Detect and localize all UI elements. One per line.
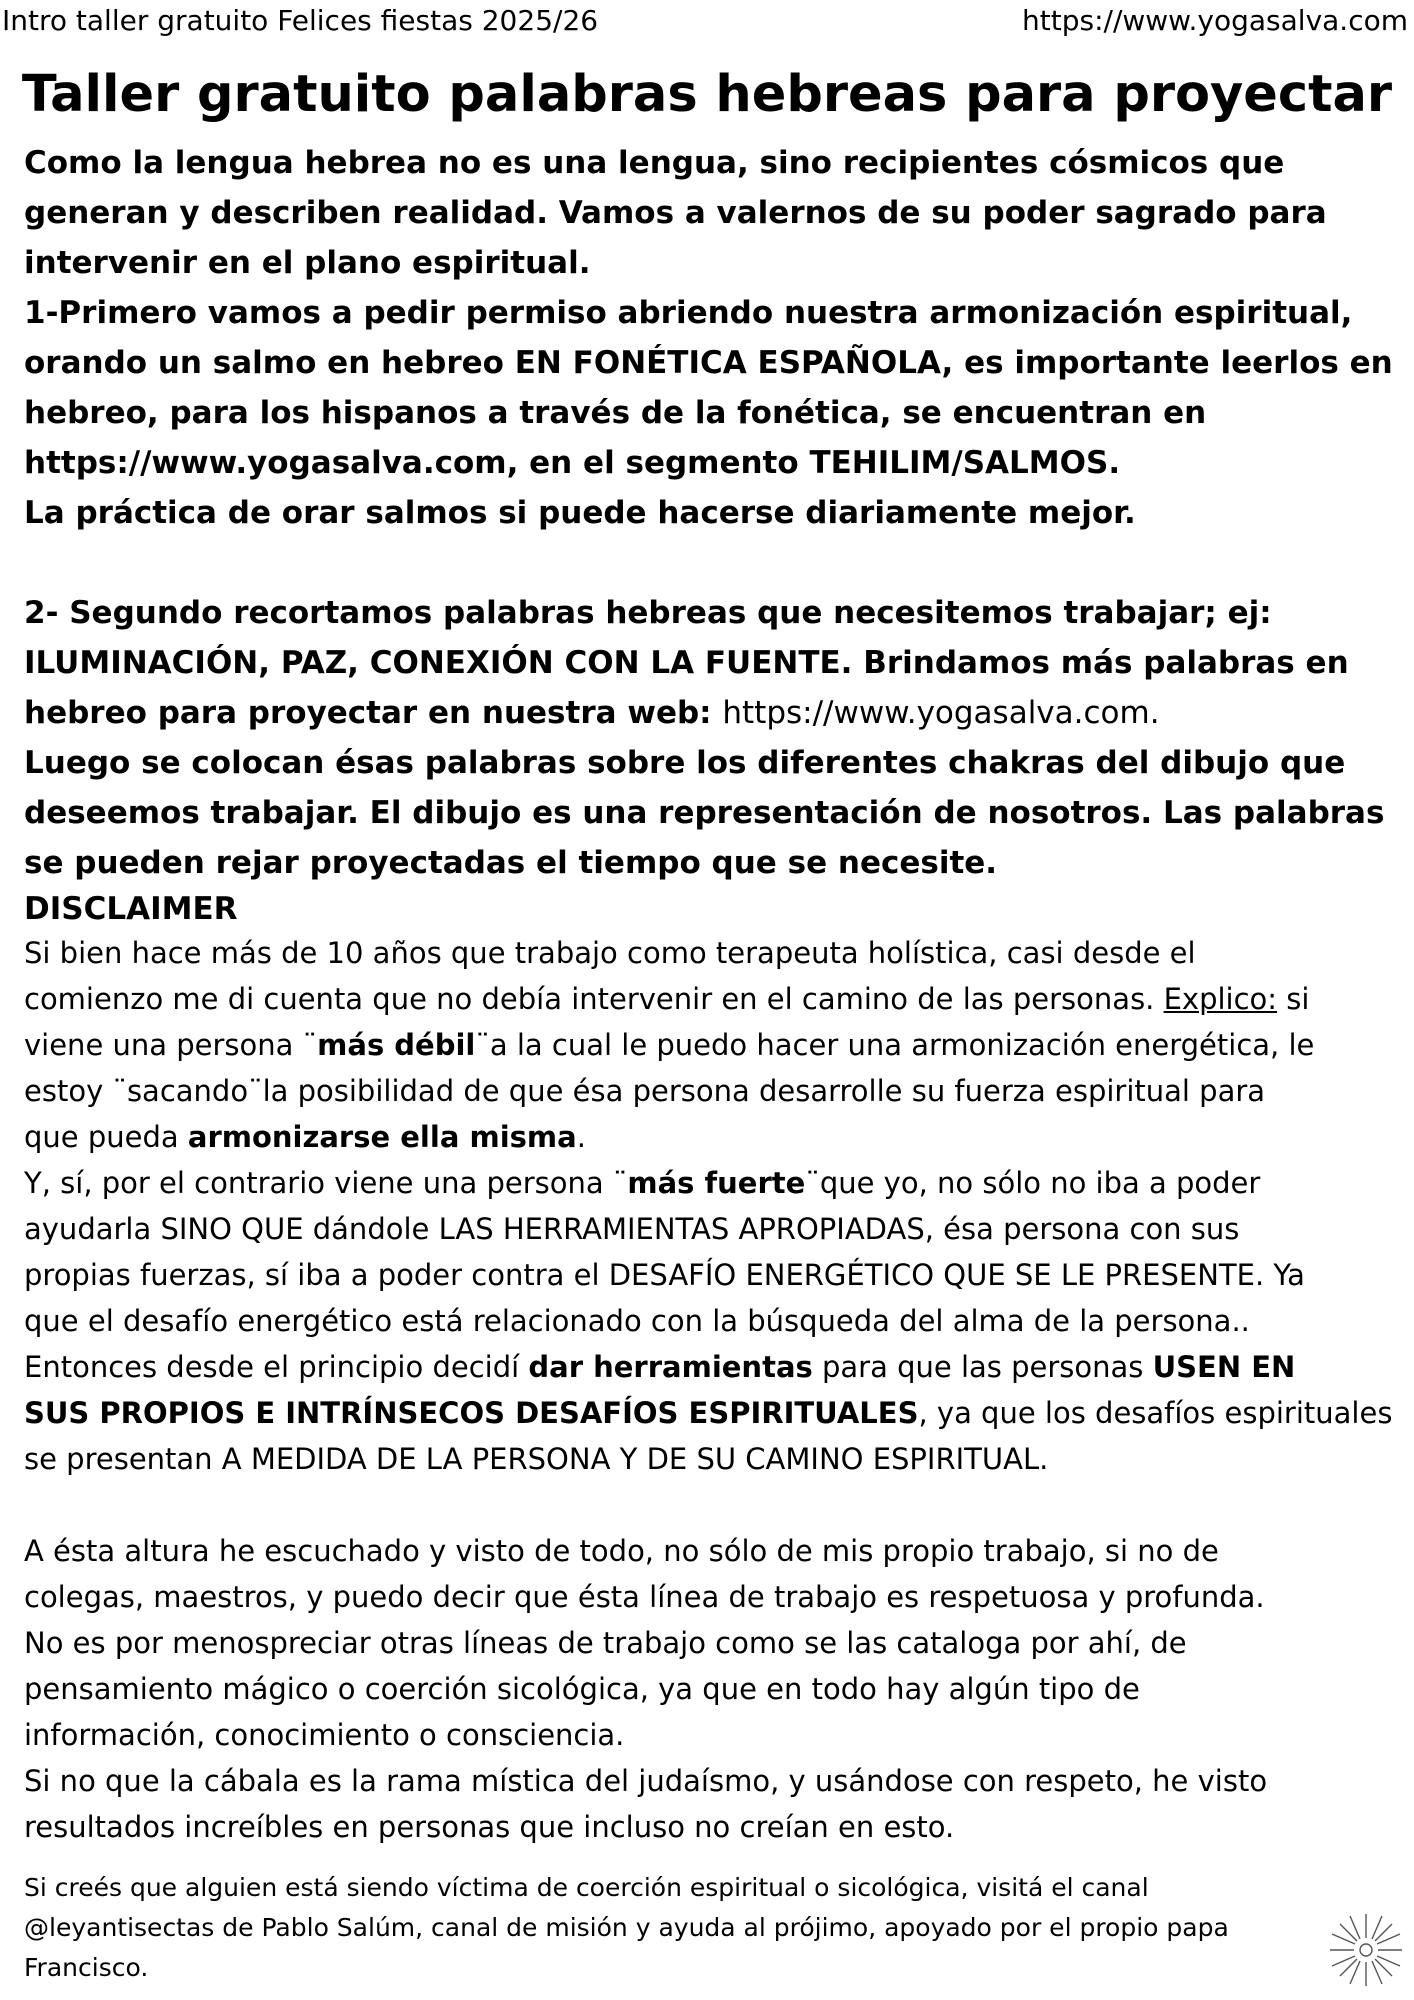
bold-phrase: USEN EN (1152, 1350, 1296, 1384)
intro-line: intervenir en el plano espiritual. (24, 245, 591, 281)
bold-phrase: más fuerte (627, 1166, 806, 1200)
step2-line: deseemos trabajar. El dibujo es una representación de nosotros. Las palabras (24, 795, 1385, 831)
header-url[interactable]: https://www.yogasalva.com (1022, 4, 1408, 37)
disclaimer-line (24, 1390, 1394, 1436)
text-span: , ya que los desafíos espirituales (918, 1396, 1393, 1430)
page-title: Taller gratuito palabras hebreas para proyectar (21, 65, 1393, 124)
blank-line (24, 538, 1394, 588)
intro-line: orando un salmo en hebreo EN FONÉTICA ESPAÑOLA, es importante leerlos en (24, 345, 1393, 381)
disclaimer-line: No es por menospreciar otras líneas de trabajo como se las cataloga por ahí, de (24, 1626, 1187, 1660)
disclaimer-line (24, 976, 1394, 1022)
text-span: ¨que yo, no sólo no iba a poder (805, 1166, 1261, 1200)
step2-line: ILUMINACIÓN, PAZ, CONEXIÓN CON LA FUENTE. Brindamos más palabras en (24, 645, 1349, 681)
step2-web-link[interactable]: https://www.yogasalva.com. (722, 695, 1160, 731)
footer-line: @leyantisectas de Pablo Salúm, canal de misión y ayuda al prójimo, apoyado por el propio papa (24, 1913, 1229, 1942)
disclaimer-line: se presentan A MEDIDA DE LA PERSONA Y DE SU CAMINO ESPIRITUAL. (24, 1442, 1049, 1476)
disclaimer-line (24, 1022, 1394, 1068)
footer-line: Si creés que alguien está siendo víctima de coerción espiritual o sicológica, visitá el canal (24, 1873, 1149, 1902)
intro-line: generan y describen realidad. Vamos a valernos de su poder sagrado para (24, 195, 1327, 231)
text-span: . (576, 1120, 586, 1154)
intro-line: La práctica de orar salmos si puede hacerse diariamente mejor. (24, 495, 1136, 531)
disclaimer-line: resultados increíbles en personas que incluso no creían en esto. (24, 1810, 955, 1844)
bold-phrase: dar herramientas (528, 1350, 813, 1384)
intro-line: 1-Primero vamos a pedir permiso abriendo nuestra armonización espiritual, (24, 295, 1353, 331)
text-span: viene una persona ¨ (24, 1028, 318, 1062)
disclaimer-line: Si bien hace más de 10 años que trabajo como terapeuta holística, casi desde el (24, 936, 1196, 970)
disclaimer-line: Si no que la cábala es la rama mística del judaísmo, y usándose con respeto, he visto (24, 1764, 1268, 1798)
bold-phrase: armonizarse ella misma (187, 1120, 577, 1154)
disclaimer-line: ayudarla SINO QUE dándole LAS HERRAMIENTAS APROPIADAS, ésa persona con sus (24, 1212, 1240, 1246)
disclaimer-body (24, 930, 1394, 1850)
step2-line: Luego se colocan ésas palabras sobre los diferentes chakras del dibujo que (24, 745, 1346, 781)
page-header (0, 0, 1414, 42)
disclaimer-line (24, 1344, 1394, 1390)
text-span: Entonces desde el principio decidí (24, 1350, 529, 1384)
intro-section (24, 138, 1394, 888)
text-span: Y, sí, por el contrario viene una persona ¨ (24, 1166, 628, 1200)
explico-label: Explico: (1163, 982, 1278, 1016)
disclaimer-line (24, 1160, 1394, 1206)
disclaimer-line: información, conocimiento o consciencia. (24, 1718, 625, 1752)
step2-web-text: hebreo para proyectar en nuestra web: (24, 695, 723, 731)
intro-line: https://www.yogasalva.com, en el segmento TEHILIM/SALMOS. (24, 445, 1121, 481)
intro-line: Como la lengua hebrea no es una lengua, sino recipientes cósmicos que (24, 145, 1285, 181)
disclaimer-line: pensamiento mágico o coerción sicológica, ya que en todo hay algún tipo de (24, 1672, 1140, 1706)
step2-line: 2- Segundo recortamos palabras hebreas que necesitemos trabajar; ej: (24, 595, 1272, 631)
disclaimer-line: que el desafío energético está relacionado con la búsqueda del alma de la persona.. (24, 1304, 1250, 1338)
disclaimer-line: propias fuerzas, sí iba a poder contra el DESAFÍO ENERGÉTICO QUE SE LE PRESENTE. Ya (24, 1258, 1305, 1292)
text-span: ¨a la cual le puedo hacer una armonización energética, le (475, 1028, 1315, 1062)
disclaimer-line: estoy ¨sacando¨la posibilidad de que ésa persona desarrolle su fuerza espiritual para (24, 1074, 1266, 1108)
step2-line (24, 688, 1394, 738)
text-span: que pueda (24, 1120, 188, 1154)
disclaimer-heading: DISCLAIMER (24, 891, 238, 927)
blank-line (24, 1482, 1394, 1528)
step2-line: se pueden rejar proyectadas el tiempo que se necesite. (24, 845, 998, 881)
intro-line: hebreo, para los hispanos a través de la fonética, se encuentran en (24, 395, 1207, 431)
text-span: para que las personas (812, 1350, 1153, 1384)
bold-phrase: más débil (317, 1028, 476, 1062)
text-span: comienzo me di cuenta que no debía intervenir en el camino de las personas. (24, 982, 1164, 1016)
footer-note (24, 1868, 1324, 1988)
sun-rays-icon (1326, 1910, 1406, 1990)
bold-phrase: SUS PROPIOS E INTRÍNSECOS DESAFÍOS ESPIRITUALES (24, 1396, 919, 1430)
disclaimer-line (24, 1114, 1394, 1160)
text-span: si (1277, 982, 1310, 1016)
document-body (24, 138, 1394, 1850)
footer-line: Francisco. (24, 1953, 149, 1982)
disclaimer-line: colegas, maestros, y puedo decir que ésta línea de trabajo es respetuosa y profunda. (24, 1580, 1265, 1614)
header-left-text: Intro taller gratuito Felices fiestas 2025/26 (2, 4, 599, 37)
disclaimer-line: A ésta altura he escuchado y visto de todo, no sólo de mis propio trabajo, si no de (24, 1534, 1219, 1568)
